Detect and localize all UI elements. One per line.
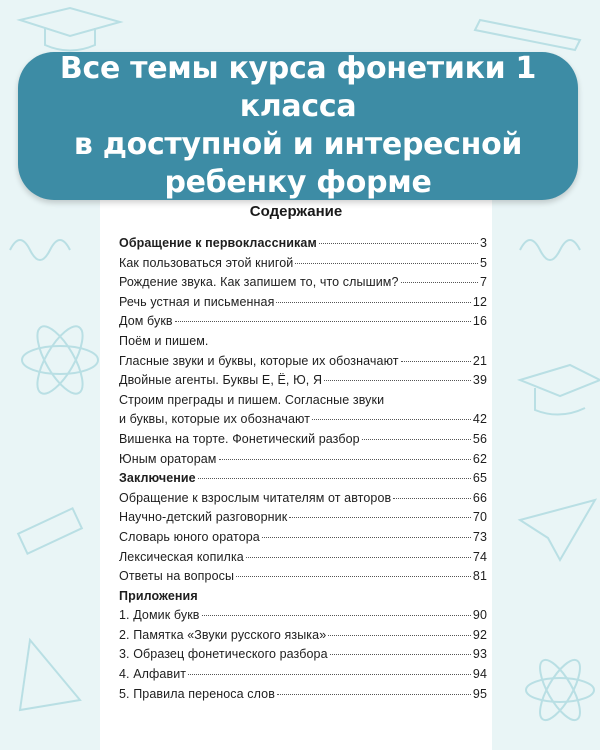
toc-entry-label: Гласные звуки и буквы, которые их обозначают <box>119 353 399 368</box>
toc-entry <box>119 334 487 354</box>
graduation-cap-right-icon <box>520 365 600 415</box>
toc-entry-label: Как пользоваться этой книгой <box>119 255 294 270</box>
ruler-icon <box>18 508 82 553</box>
toc-entry-label: 2. Памятка «Звуки русского языка» <box>119 627 327 642</box>
dot-leader <box>289 517 471 518</box>
toc-entry-label: 5. Правила переноса слов <box>119 686 275 701</box>
toc-entry-label: 4. Алфавит <box>119 667 187 682</box>
toc-entry <box>119 256 487 276</box>
swirl-doodle-left <box>10 240 70 260</box>
toc-entry-page: 92 <box>472 627 487 642</box>
dot-leader <box>277 694 471 695</box>
toc-entry <box>119 471 487 491</box>
toc-entry-page: 3 <box>479 236 487 250</box>
toc-entry <box>119 628 487 648</box>
toc-entry <box>119 687 487 707</box>
graduation-cap-icon <box>20 8 120 51</box>
toc-entry <box>119 295 487 315</box>
dot-leader <box>262 537 471 538</box>
toc-entry-page: 93 <box>472 647 487 662</box>
atom-icon <box>22 320 98 400</box>
toc-entry-label: Лексическая копилка <box>119 549 244 564</box>
toc-entry-label: Обращение к первоклассникам <box>119 236 317 250</box>
toc-entry-page: 66 <box>472 490 487 505</box>
dot-leader <box>276 302 470 303</box>
toc-entry-label: 3. Образец фонетического разбора <box>119 647 328 662</box>
toc-entry-page: 39 <box>472 373 487 388</box>
toc-entry-label: Рождение звука. Как запишем то, что слышим? <box>119 275 399 290</box>
banner-line: в доступной и интересной <box>73 127 523 162</box>
toc-entry-label: 1. Домик букв <box>119 608 200 623</box>
toc-entry-label: Заключение <box>119 471 196 486</box>
dot-leader <box>324 380 471 381</box>
toc-entry <box>119 393 487 413</box>
toc-entry-page: 73 <box>472 529 487 544</box>
toc-entry <box>119 647 487 667</box>
dot-leader <box>401 361 471 362</box>
dot-leader <box>219 459 471 460</box>
toc-entry-label: Приложения <box>119 588 198 603</box>
toc-entry-page: 21 <box>472 353 487 368</box>
toc-entry-page: 12 <box>472 294 487 309</box>
banner-text <box>18 50 578 202</box>
dot-leader <box>328 635 471 636</box>
banner-line: Все темы курса фонетики 1 класса <box>59 51 537 124</box>
paper-plane-icon <box>520 500 595 560</box>
toc-entry <box>119 373 487 393</box>
toc-entry-page: 81 <box>472 569 487 584</box>
toc-entry-label: Дом букв <box>119 314 173 329</box>
toc-entry <box>119 412 487 432</box>
toc-entry <box>119 550 487 570</box>
toc-entry-page: 74 <box>472 549 487 564</box>
pencil-icon <box>475 20 580 50</box>
toc-entry-page: 90 <box>472 608 487 623</box>
dot-leader <box>202 615 471 616</box>
toc-entry-page: 70 <box>472 510 487 525</box>
atom-right-icon <box>526 655 594 726</box>
banner-line: ребенку форме <box>164 165 432 200</box>
dot-leader <box>198 478 471 479</box>
table-of-contents <box>119 236 487 706</box>
dot-leader <box>295 263 478 264</box>
toc-entry <box>119 510 487 530</box>
toc-entry-page: 94 <box>472 667 487 682</box>
toc-entry-label: Юным ораторам <box>119 451 217 466</box>
toc-entry-label: Ответы на вопросы <box>119 569 235 584</box>
dot-leader <box>246 557 471 558</box>
dot-leader <box>188 674 471 675</box>
toc-entry-label: и буквы, которые их обозначают <box>119 412 311 427</box>
toc-entry-label: Двойные агенты. Буквы Е, Ё, Ю, Я <box>119 373 323 388</box>
triangle-icon <box>20 640 80 710</box>
dot-leader <box>236 576 471 577</box>
toc-entry-label: Речь устная и письменная <box>119 294 275 309</box>
toc-entry <box>119 354 487 374</box>
toc-entry-label: Вишенка на торте. Фонетический разбор <box>119 431 360 446</box>
toc-entry <box>119 667 487 687</box>
toc-entry <box>119 608 487 628</box>
toc-entry <box>119 452 487 472</box>
toc-section-heading <box>119 589 487 609</box>
dot-leader <box>362 439 471 440</box>
toc-entry-page: 56 <box>472 431 487 446</box>
toc-entry-label: Строим преграды и пишем. Согласные звуки <box>119 392 385 407</box>
toc-entry <box>119 275 487 295</box>
dot-leader <box>401 282 478 283</box>
toc-entry-page: 5 <box>479 255 487 270</box>
dot-leader <box>393 498 471 499</box>
dot-leader <box>319 243 478 244</box>
swirl-doodle <box>520 240 580 260</box>
dot-leader <box>175 321 471 322</box>
toc-entry <box>119 569 487 589</box>
toc-entry <box>119 491 487 511</box>
toc-entry <box>119 530 487 550</box>
toc-entry-page: 95 <box>472 686 487 701</box>
toc-entry-label: Научно-детский разговорник <box>119 510 288 525</box>
dot-leader <box>312 419 471 420</box>
toc-entry-page: 62 <box>472 451 487 466</box>
toc-entry-label: Словарь юного оратора <box>119 529 260 544</box>
toc-entry-page: 7 <box>479 275 487 290</box>
toc-entry-page: 65 <box>472 471 487 486</box>
promo-banner <box>18 52 578 200</box>
toc-entry <box>119 236 487 256</box>
dot-leader <box>330 654 471 655</box>
toc-entry-page: 16 <box>472 314 487 329</box>
toc-entry-page: 42 <box>472 412 487 427</box>
toc-entry <box>119 432 487 452</box>
toc-title: Содержание <box>249 203 343 220</box>
toc-entry-label: Поём и пишем. <box>119 333 209 348</box>
toc-entry-label: Обращение к взрослым читателям от авторов <box>119 490 392 505</box>
toc-entry <box>119 314 487 334</box>
